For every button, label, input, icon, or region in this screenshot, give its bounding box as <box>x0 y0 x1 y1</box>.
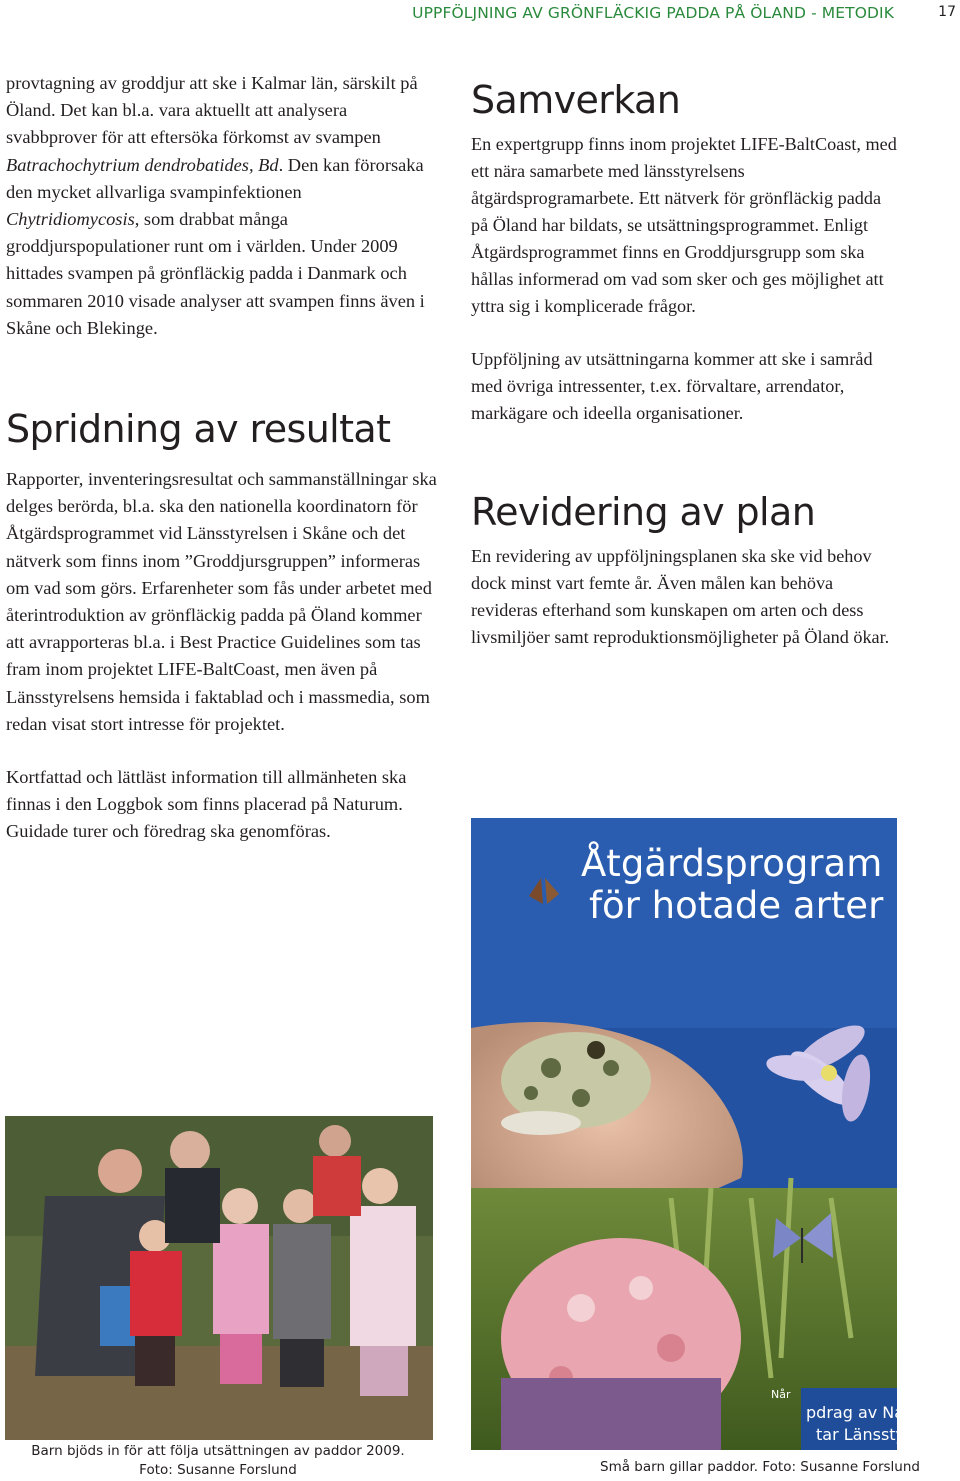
heading-spridning: Spridning av resultat <box>6 407 391 452</box>
caption-left-photo <box>4 1440 432 1480</box>
child-pink-hat <box>501 1238 741 1450</box>
intro-text-segment: . Den kan förorsaka den mycket allvarliga svampinfektionen <box>6 154 424 202</box>
sign-bottom-text-2: tar Länsstyre <box>816 1425 922 1444</box>
page-number: 17 <box>938 4 956 20</box>
caption-left-line2: Foto: Susanne Forslund <box>139 1462 297 1478</box>
running-header <box>360 4 960 26</box>
caption-right-photo: Små barn gillar paddor. Foto: Susanne Forslund <box>600 1459 920 1475</box>
intro-paragraph <box>6 70 438 342</box>
sign-text-line1: Åtgärdsprogram <box>581 842 883 885</box>
caption-left-line1: Barn bjöds in för att följa utsättningen av paddor 2009. <box>31 1443 405 1459</box>
samverkan-paragraph-1: En expertgrupp finns inom projektet LIFE-BaltCoast, med ett nära samarbete med länsstyrelsens åtgärdsprogramarbete. Ett nätverk för grönfläckig padda på Öland har bildats, se utsättningsprogrammet. Enligt Åtgärdsprogrammet finns en Groddjursgrupp som ska hållas informerad om vad som sker och ges möjlighet att yttra sig i komplicerade frågor. <box>471 134 897 316</box>
right-column <box>471 75 901 651</box>
photo-children-group <box>5 1116 433 1440</box>
heading-samverkan: Samverkan <box>471 78 681 122</box>
heading-revidering: Revidering av plan <box>471 490 816 534</box>
sign-bottom-text-1: pdrag av Natur <box>806 1403 928 1422</box>
intro-text-segment: provtagning av groddjur att ske i Kalmar län, särskilt på Öland. Det kan bl.a. vara aktuellt att analysera svabbprover för att eftersöka förkomst av svampen <box>6 73 418 148</box>
left-column <box>6 70 438 846</box>
intro-text-segment: , som drabbat många groddjurspopulationer runt om i världen. Under 2009 hittades svampen på grönfläckig padda i Danmark och sommaren 2010 visade analyser att svampen finns även i Skåne och Blekinge. <box>6 209 425 338</box>
samverkan-paragraph-2: Uppföljning av utsättningarna kommer att ske i samråd med övriga intressenter, t.ex. förvaltare, arrendator, markägare och ideella organisationer. <box>471 349 873 423</box>
photo-children-toad <box>471 818 928 1450</box>
header-title: UPPFÖLJNING AV GRÖNFLÄCKIG PADDA PÅ ÖLAND - METODIK <box>412 4 894 22</box>
intro-italic-term: Batrachochytrium dendrobatides, Bd <box>6 154 279 175</box>
sign-bottom-text-3: Når <box>771 1388 791 1401</box>
spridning-paragraph: Rapporter, inventeringsresultat och sammanställningar ska delges berörda, bl.a. ska den nationella koordinatorn för Åtgärdsprogrammet vid Länsstyrelsen i Skåne och det nätverk som finns inom ”Groddjursgruppen” informeras om vad som görs. Erfarenheter som fås under arbetet med återintroduktion av grönfläckig padda på Öland kommer att avrapporteras bl.a. i Best Practice Guidelines som tas fram inom projektet LIFE-BaltCoast, men även på Länsstyrelsens hemsida i faktablad och i massmedia, som redan visat stort intresse för projektet. <box>6 469 437 734</box>
revidering-paragraph: En revidering av uppföljningsplanen ska ske vid behov dock minst vart femte år. Även målen kan behöva revideras efterhand som kunskapen om arten och dess livsmiljöer samt reproduktionsmöjligheter på Öland ökar. <box>471 546 890 647</box>
intro-italic-term: Chytridiomycosis <box>6 209 135 230</box>
kortfattad-paragraph: Kortfattad och lättläst information till allmänheten ska finnas i den Loggbok som finns placerad på Naturum. Guidade turer och föredrag ska genomföras. <box>6 767 407 842</box>
sign-text-line2: för hotade arter <box>589 884 884 927</box>
